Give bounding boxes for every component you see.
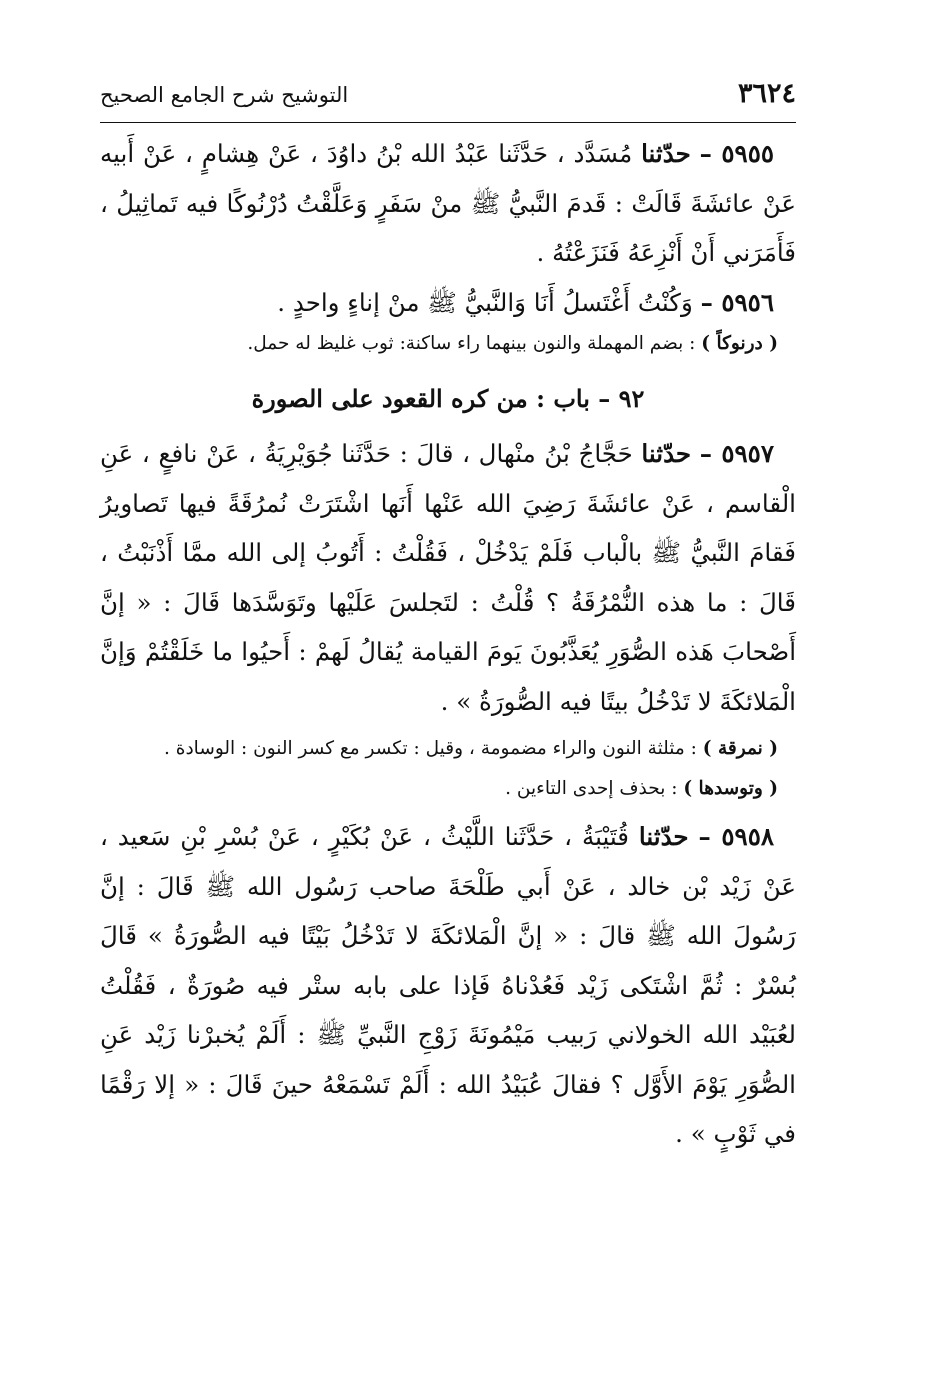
hadith-text: قُتَيْبَةُ ، حَدَّثَنا اللَّيْثُ ، عَنْ بُكَيْرٍ ، عَنْ بُسْرِ بْنِ سَعيد ، عَنْ زَيْد بْن خالد ، عَنْ أَبي طَلْحَةَ صاحب رَسُول الله ﷺ قَالَ : إنَّ رَسُولَ الله ﷺ قالَ : « إنَّ الْمَلائكَةَ لا تَدْخُلُ بَيْتًا فيه الصُّورَةُ » قَالَ بُسْرٌ : ثُمَّ اشْتَكى زَيْد فَعُدْناهُ فَإذا على بابه ستْر فيه صُورَةٌ ، فَقُلْتُ لعُبَيْد الله الخولاني رَبيب مَيْمُونَةَ زَوْجِ النَّبيِّ ﷺ : أَلَمْ يُخبرْنا زَيْد عَنِ الصُّوَرِ يَوْمَ الأَوَّل ؟ فقالَ عُبَيْدُ الله : أَلَمْ تَسْمَعْهُ حينَ قَالَ : « إلا رَقْمًا في ثَوْبٍ » . xyxy=(100,822,796,1148)
note-term: ( وتوسدها ) xyxy=(683,778,778,799)
chapter-heading: ٩٢ – باب : من كره القعود على الصورة xyxy=(251,384,645,413)
page-header xyxy=(100,78,796,123)
page xyxy=(100,78,796,1159)
note-term: ( درنوكاً ) xyxy=(701,333,778,354)
hadith-5955 xyxy=(100,129,796,278)
note-text: : بحذف إحدى التاءين . xyxy=(505,778,678,799)
note-term: ( نمرقة ) xyxy=(702,738,778,759)
narrator-intro: حدّثنا xyxy=(641,139,691,168)
hadith-5957 xyxy=(100,429,796,726)
hadith-number: ٥٩٥٥ – xyxy=(699,139,775,168)
hadith-number: ٥٩٥٦ – xyxy=(700,287,774,317)
running-title: التوشيح شرح الجامع الصحيح xyxy=(100,83,349,107)
narrator-intro: حدّثنا xyxy=(638,822,689,851)
hadith-number: ٥٩٥٧ – xyxy=(699,439,774,468)
hadith-5956 xyxy=(100,278,796,328)
note-numruqa xyxy=(100,732,796,766)
narrator-intro: حدّثنا xyxy=(641,439,692,468)
note-durnuk xyxy=(100,327,796,361)
note-text: : مثلثة النون والراء مضمومة ، وقيل : تكسر مع كسر النون : الوسادة . xyxy=(163,738,697,759)
hadith-number: ٥٩٥٨ – xyxy=(698,822,775,851)
hadith-text: مُسَدَّد ، حَدَّثَنا عَبْدُ الله بْنُ داوُدَ ، عَنْ هِشامٍ ، عَنْ أَبيه عَنْ عائشَةَ قَالَتْ : قَدمَ النَّبيُّ ﷺ منْ سَفَرٍ وَعَلَّقْتُ دُرْنُوكًا فيه تَماثِيلُ ، فَأَمَرَني أَنْ أَنْزِعَهُ فَنَزَعْتُهُ . xyxy=(100,139,796,267)
page-number: ٣٦٢٤ xyxy=(737,78,796,109)
note-text: : بضم المهملة والنون بينهما راء ساكنة: ثوب غليظ له حمل. xyxy=(247,333,696,354)
hadith-5958 xyxy=(100,812,796,1159)
hadith-text: حَجَّاجُ بْنُ منْهال ، قالَ : حَدَّثَنا جُوَيْرِيَةُ ، عَنْ نافعٍ ، عَنِ الْقاسم ، عَنْ عائشَةَ رَضِيَ الله عَنْها أَنَها اشْتَرَتْ نُمرُقَةً فيها تَصاويرُ فَقامَ النَّبيُّ ﷺ بالْباب فَلَمْ يَدْخُلْ ، فَقُلْتُ : أَتُوبُ إلى الله ممَّا أَذْنَبْتُ ، قَالَ : ما هذه النُّمْرُقَةُ ؟ قُلْتُ : لتَجلسَ عَلَيْها وتَوَسَّدَها قَالَ : « إنَّ أَصْحابَ هَذه الصُّوَرِ يُعَذَّبُونَ يَومَ القيامة يُقالُ لَهمْ : أَحيُوا ما خَلَقْتُمْ وَإنَّ الْمَلائكَةَ لا تَدْخُلُ بيتًا فيه الصُّورَةُ » . xyxy=(100,439,796,716)
note-tawassada xyxy=(100,772,796,806)
hadith-text: وَكُنْتُ أَغْتَسلُ أَنَا وَالنَّبيُّ ﷺ منْ إناءٍ واحدٍ . xyxy=(277,287,693,317)
